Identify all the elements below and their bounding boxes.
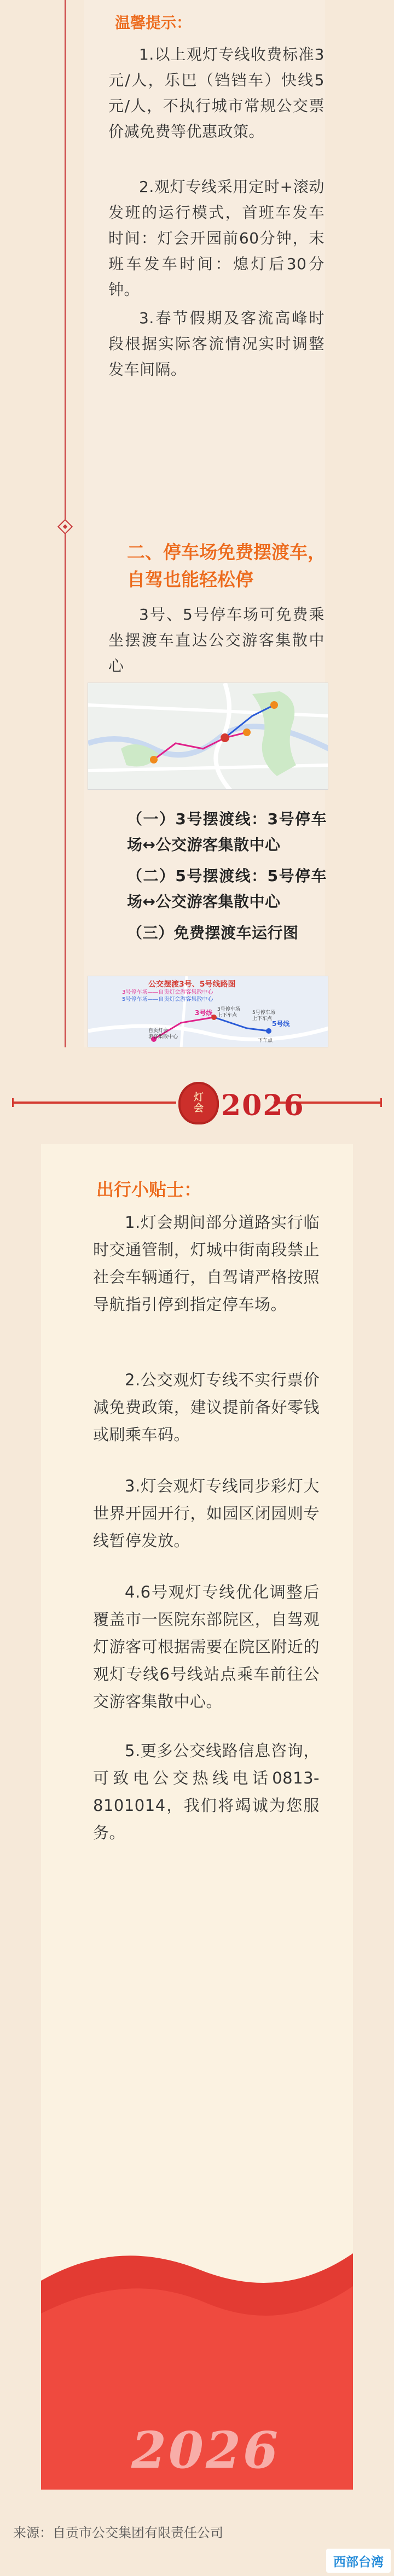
divider-tick-left <box>12 1098 14 1107</box>
shuttle-route-map <box>88 976 328 1047</box>
notice-item-1: 1.以上观灯专线收费标准3元/人，乐巴（铛铛车）快线5元/人，不执行城市常规公交票价减免费等优惠政策。 <box>108 45 325 141</box>
legend-line-3: 3号停车场——自贡灯会游客集散中心 <box>122 989 213 995</box>
tip-item-1: 1.灯会期间部分道路实行临时交通管制，灯城中街南段禁止社会车辆通行，自驾请严格按照导航指引停到指定停车场。 <box>93 1213 320 1314</box>
tip-item-5: 5.更多公交线路信息咨询，可致电公交热线电话0813-8101014，我们将竭诚为您服务。 <box>93 1741 320 1842</box>
tip-item-2: 2.公交观灯专线不实行票价减免费政策，建议提前备好零钱或刷乘车码。 <box>93 1371 320 1444</box>
map-line3-label: 3号线 <box>195 1009 213 1017</box>
notice-item-2: 2.观灯专线采用定时+滚动发班的运行模式，首班车发车时间：灯会开园前60分钟，末班车发车时间：熄灯后30分钟。 <box>108 178 325 299</box>
map-line5-stop: 5号停车场 上下车点 <box>252 1010 275 1022</box>
map-drop-label: 下车点 <box>258 1038 273 1044</box>
tips-title: 出行小贴士： <box>96 1179 202 1200</box>
tip-item-4: 4.6号观灯专线优化调整后覆盖市一医院东部院区，自驾观灯游客可根据需要在院区附近的观灯专线6号线站点乘车前往公交游客集散中心。 <box>93 1583 320 1711</box>
tip-item-3: 3.灯会观灯专线同步彩灯大世界开园开行，如园区闭园则专线暂停发放。 <box>93 1477 320 1550</box>
map-line5-label: 5号线 <box>272 1020 290 1028</box>
route-5-line: （二）5号摆渡线：5号停车场↔公交游客集散中心 <box>127 867 327 911</box>
divider-tick-right <box>380 1098 382 1107</box>
route-3-line: （一）3号摆渡线：3号停车场↔公交游客集散中心 <box>127 810 327 854</box>
site-watermark: 西部台湾 <box>326 2549 391 2573</box>
seal-icon: 灯 会 <box>178 1082 219 1124</box>
parking-section-title: 二、停车场免费摆渡车，自驾也能轻松停 <box>127 541 326 590</box>
divider-year: 2026 <box>221 1089 305 1122</box>
route-map-heading: （三）免费摆渡车运行图 <box>127 924 299 942</box>
parking-location-map <box>88 683 328 790</box>
route-map-title: 公交摆渡3号、5号线路图 <box>148 980 236 989</box>
diamond-marker-icon <box>57 519 73 534</box>
parking-intro: 3号、5号停车场可免费乘坐摆渡车直达公交游客集散中心 <box>108 605 325 675</box>
map-line3-stop: 3号停车场 上下车点 <box>217 1007 240 1018</box>
bottom-year-watermark: 2026 <box>131 2421 281 2480</box>
map-center-label: 自贡灯会 游客集散中心 <box>148 1028 178 1040</box>
source-footer: 来源：自贡市公交集团有限责任公司 <box>13 2525 223 2540</box>
divider-line-left <box>12 1101 176 1104</box>
notice-item-3: 3.春节假期及客流高峰时段根据实际客流情况实时调整发车间隔。 <box>108 309 325 378</box>
notice-title: 温馨提示： <box>115 14 192 32</box>
legend-line-5: 5号停车场——自贡灯会游客集散中心 <box>122 996 213 1003</box>
